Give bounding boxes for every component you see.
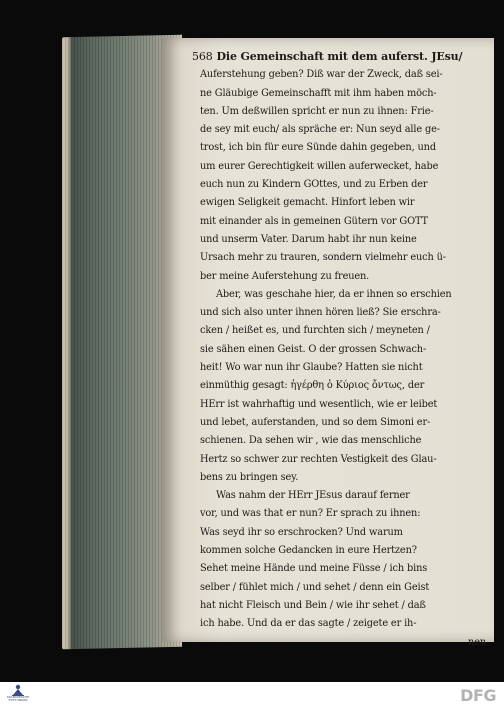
text-line: um eurer Gerechtigkeit willen auferwecket, habe <box>200 160 439 172</box>
library-logo <box>4 684 32 707</box>
text-line: ich habe. Und da er das sagte / zeigete er ih- <box>200 618 417 630</box>
text-line: schienen. Da sehen wir , wie das menschliche <box>200 435 422 447</box>
text-line: kommen solche Gedancken in eure Hertzen? <box>200 545 417 557</box>
text-line: selber / fühlet mich / und sehet / denn ein Geist <box>200 581 430 593</box>
text-line: ewigen Seligkeit gemacht. Hinfort leben wir <box>200 197 415 209</box>
text-line: Sehet meine Hände und meine Füsse / ich bins <box>200 563 428 575</box>
text-line: und unserm Vater. Darum habt ihr nun keine <box>200 233 417 245</box>
running-title: Die Gemeinschaft mit dem auferst. JEsu/ <box>216 50 463 63</box>
text-line: Auferstehung geben? Diß war der Zweck, daß sei- <box>200 69 443 81</box>
text-line: und lebet, auferstanden, und so dem Simoni er- <box>200 416 431 428</box>
text-line: cken / heißet es, und furchten sich / meyneten / <box>200 325 430 337</box>
text-line: de sey mit euch/ als spräche er: Nun seyd alle ge- <box>200 124 440 136</box>
text-line: einmüthig gesagt: ἠγέρθη ὁ Κύριος ὄντως, der <box>200 380 425 392</box>
text-lines <box>200 66 486 652</box>
page-text-block <box>192 48 486 652</box>
running-head <box>192 48 486 66</box>
text-line: nen <box>468 636 486 648</box>
text-line: heit! Wo war nun ihr Glaube? Hatten sie nicht <box>200 362 423 374</box>
text-line: Ursach mehr zu trauren, sondern vielmehr euch ü- <box>200 252 446 264</box>
text-line: bens zu bringen sey. <box>200 471 299 483</box>
footer-bar <box>0 682 504 709</box>
text-line: ber meine Auferstehung zu freuen. <box>200 270 370 282</box>
text-line: Aber, was geschahe hier, da er ihnen so erschien <box>216 288 452 300</box>
text-line: hat nicht Fleisch und Bein / wie ihr sehet / daß <box>200 599 426 611</box>
text-line: vor, und was that er nun? Er sprach zu ihnen: <box>200 508 421 520</box>
text-line: ne Gläubige Gemeinschafft mit ihm haben möch- <box>200 87 437 99</box>
text-line: sie sähen einen Geist. O der grossen Schwach- <box>200 343 427 355</box>
text-line: Was nahm der HErr JEsus darauf ferner <box>216 490 410 502</box>
text-line: ten. Um deßwillen spricht er nun zu ihnen: Frie- <box>200 105 434 117</box>
text-line: trost, ich bin für eure Sünde dahin gegeben, und <box>200 142 436 154</box>
text-line: euch nun zu Kindern GOttes, und zu Erben der <box>200 179 428 191</box>
text-line: Hertz so schwer zur rechten Vestigkeit des Glau- <box>200 453 437 465</box>
book-page <box>162 38 494 648</box>
page-number: 568 <box>192 50 213 63</box>
dfg-logo: DFG <box>460 686 496 705</box>
text-line: Was seyd ihr so erschrocken? Und warum <box>200 526 403 538</box>
text-line: HErr ist wahrhaftig und wesentlich, wie er leibet <box>200 398 438 410</box>
text-line: mit einander als in gemeinen Gütern vor GOTT <box>200 215 428 227</box>
text-line: und sich also unter ihnen hören ließ? Sie erschra- <box>200 307 441 319</box>
library-name: FRANCKESCHE STIFTUNGEN <box>6 695 30 703</box>
